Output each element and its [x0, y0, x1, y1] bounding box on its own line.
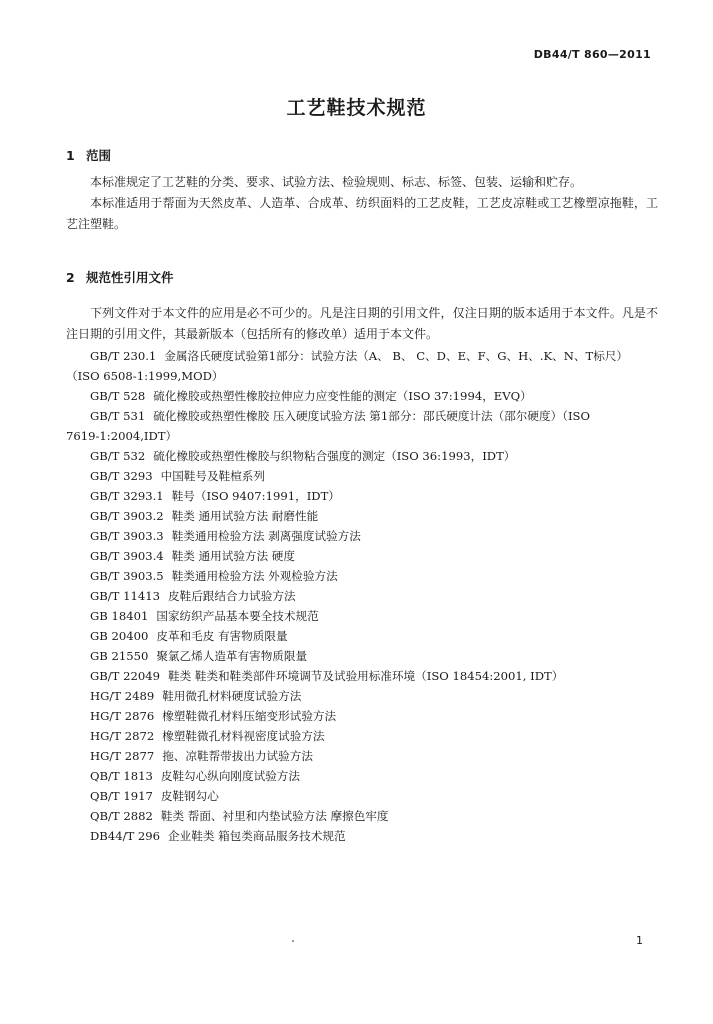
reference-item — [66, 646, 666, 666]
reference-title: 鞋类 鞋类和鞋类部件环境调节及试验用标准环境（ISO 18454:2001, IDT） — [168, 669, 564, 683]
reference-code: HG/T 2872 — [90, 729, 155, 743]
reference-code: QB/T 2882 — [90, 809, 153, 823]
section-number: 1 — [66, 148, 75, 163]
reference-code: HG/T 2877 — [90, 749, 155, 763]
reference-code: GB/T 3903.5 — [90, 569, 164, 583]
reference-item — [66, 826, 666, 846]
references-intro-paragraph: 下列文件对于本文件的应用是必不可少的。凡是注日期的引用文件，仅注日期的版本适用于本文件。凡是不注日期的引用文件，其最新版本（包括所有的修改单）适用于本文件。 — [66, 306, 658, 341]
reference-code: QB/T 1917 — [90, 789, 153, 803]
reference-title: 鞋类 通用试验方法 耐磨性能 — [171, 509, 319, 523]
reference-code: HG/T 2876 — [90, 709, 155, 723]
reference-code: GB/T 3293 — [90, 469, 153, 483]
reference-item — [66, 406, 666, 446]
reference-item — [66, 746, 666, 766]
reference-title: 硫化橡胶或热塑性橡胶拉伸应力应变性能的测定（ISO 37:1994，EVQ） — [153, 389, 532, 403]
reference-title: 鞋类 帮面、衬里和内垫试验方法 摩擦色牢度 — [160, 809, 389, 823]
reference-title: 鞋类通用检验方法 外观检验方法 — [171, 569, 338, 583]
reference-item — [66, 686, 666, 706]
section-1-heading — [66, 146, 111, 164]
scope-paragraph-1: 本标准规定了工艺鞋的分类、要求、试验方法、检验规则、标志、标签、包装、运输和贮存。 — [90, 175, 583, 189]
reference-code: DB44/T 296 — [90, 829, 161, 843]
reference-code: GB 20400 — [90, 629, 149, 643]
reference-item — [66, 706, 666, 726]
reference-code: GB/T 3903.4 — [90, 549, 164, 563]
reference-title: 硫化橡胶或热塑性橡胶 压入硬度试验方法 第1部分：邵氏硬度计法（邵尔硬度）（ISO — [153, 409, 591, 423]
reference-title: 皮鞋钢勾心 — [160, 789, 219, 803]
reference-title: 鞋号（ISO 9407:1991，IDT） — [171, 489, 340, 503]
section-title: 范围 — [86, 148, 112, 163]
reference-item — [66, 626, 666, 646]
normative-references-list — [66, 346, 666, 846]
reference-item — [66, 606, 666, 626]
reference-code: GB/T 230.1 — [90, 349, 157, 363]
reference-item — [66, 346, 666, 386]
reference-title: 聚氯乙烯人造革有害物质限量 — [156, 649, 308, 663]
reference-title: 橡塑鞋微孔材料压缩变形试验方法 — [162, 709, 337, 723]
reference-code: GB 21550 — [90, 649, 149, 663]
reference-code: HG/T 2489 — [90, 689, 155, 703]
page-number: 1 — [636, 934, 643, 947]
section-number: 2 — [66, 270, 75, 285]
reference-item — [66, 726, 666, 746]
reference-title: 金属洛氏硬度试验第1部分：试验方法（A、 B、 C、D、E、F、G、H、.K、N、T标尺） — [164, 349, 629, 363]
standard-code: DB44/T 860—2011 — [533, 48, 651, 61]
reference-item — [66, 526, 666, 546]
reference-item — [66, 586, 666, 606]
reference-code: GB/T 531 — [90, 409, 146, 423]
reference-item — [66, 766, 666, 786]
reference-code: GB/T 11413 — [90, 589, 160, 603]
reference-item — [66, 566, 666, 586]
reference-code: GB/T 3293.1 — [90, 489, 164, 503]
reference-continuation: （ISO 6508-1:1999,MOD） — [66, 369, 224, 383]
reference-title: 鞋类 通用试验方法 硬度 — [171, 549, 295, 563]
scope-paragraph-2: 本标准适用于帮面为天然皮革、人造革、合成革、纺织面料的工艺皮鞋，工艺皮凉鞋或工艺橡塑凉拖鞋，工艺注塑鞋。 — [66, 196, 658, 231]
reference-title: 企业鞋类 箱包类商品服务技术规范 — [168, 829, 346, 843]
reference-item — [66, 546, 666, 566]
reference-item — [66, 806, 666, 826]
reference-code: GB/T 528 — [90, 389, 146, 403]
reference-code: GB 18401 — [90, 609, 149, 623]
reference-title: 硫化橡胶或热塑性橡胶与织物粘合强度的测定（ISO 36:1993，IDT） — [153, 449, 516, 463]
reference-title: 中国鞋号及鞋楦系列 — [160, 469, 265, 483]
reference-continuation: 7619-1:2004,IDT） — [66, 429, 178, 443]
document-title: 工艺鞋技术规范 — [286, 97, 427, 119]
reference-code: QB/T 1813 — [90, 769, 153, 783]
reference-code: GB/T 532 — [90, 449, 146, 463]
reference-item — [66, 666, 666, 686]
reference-item — [66, 486, 666, 506]
reference-item — [66, 506, 666, 526]
reference-title: 皮革和毛皮 有害物质限量 — [156, 629, 288, 643]
reference-code: GB/T 3903.2 — [90, 509, 164, 523]
reference-title: 皮鞋勾心纵向刚度试验方法 — [160, 769, 300, 783]
reference-code: GB/T 22049 — [90, 669, 160, 683]
scan-dot — [292, 940, 294, 942]
reference-item — [66, 446, 666, 466]
reference-title: 鞋用微孔材料硬度试验方法 — [162, 689, 302, 703]
reference-title: 皮鞋后跟结合力试验方法 — [168, 589, 296, 603]
reference-item — [66, 786, 666, 806]
reference-item — [66, 386, 666, 406]
reference-item — [66, 466, 666, 486]
section-title: 规范性引用文件 — [86, 270, 174, 285]
reference-title: 鞋类通用检验方法 剥离强度试验方法 — [171, 529, 361, 543]
reference-title: 国家纺织产品基本要全技术规范 — [156, 609, 319, 623]
reference-title: 橡塑鞋微孔材料视密度试验方法 — [162, 729, 325, 743]
reference-code: GB/T 3903.3 — [90, 529, 164, 543]
section-2-heading — [66, 268, 174, 286]
reference-title: 拖、凉鞋帮带拔出力试验方法 — [162, 749, 313, 763]
